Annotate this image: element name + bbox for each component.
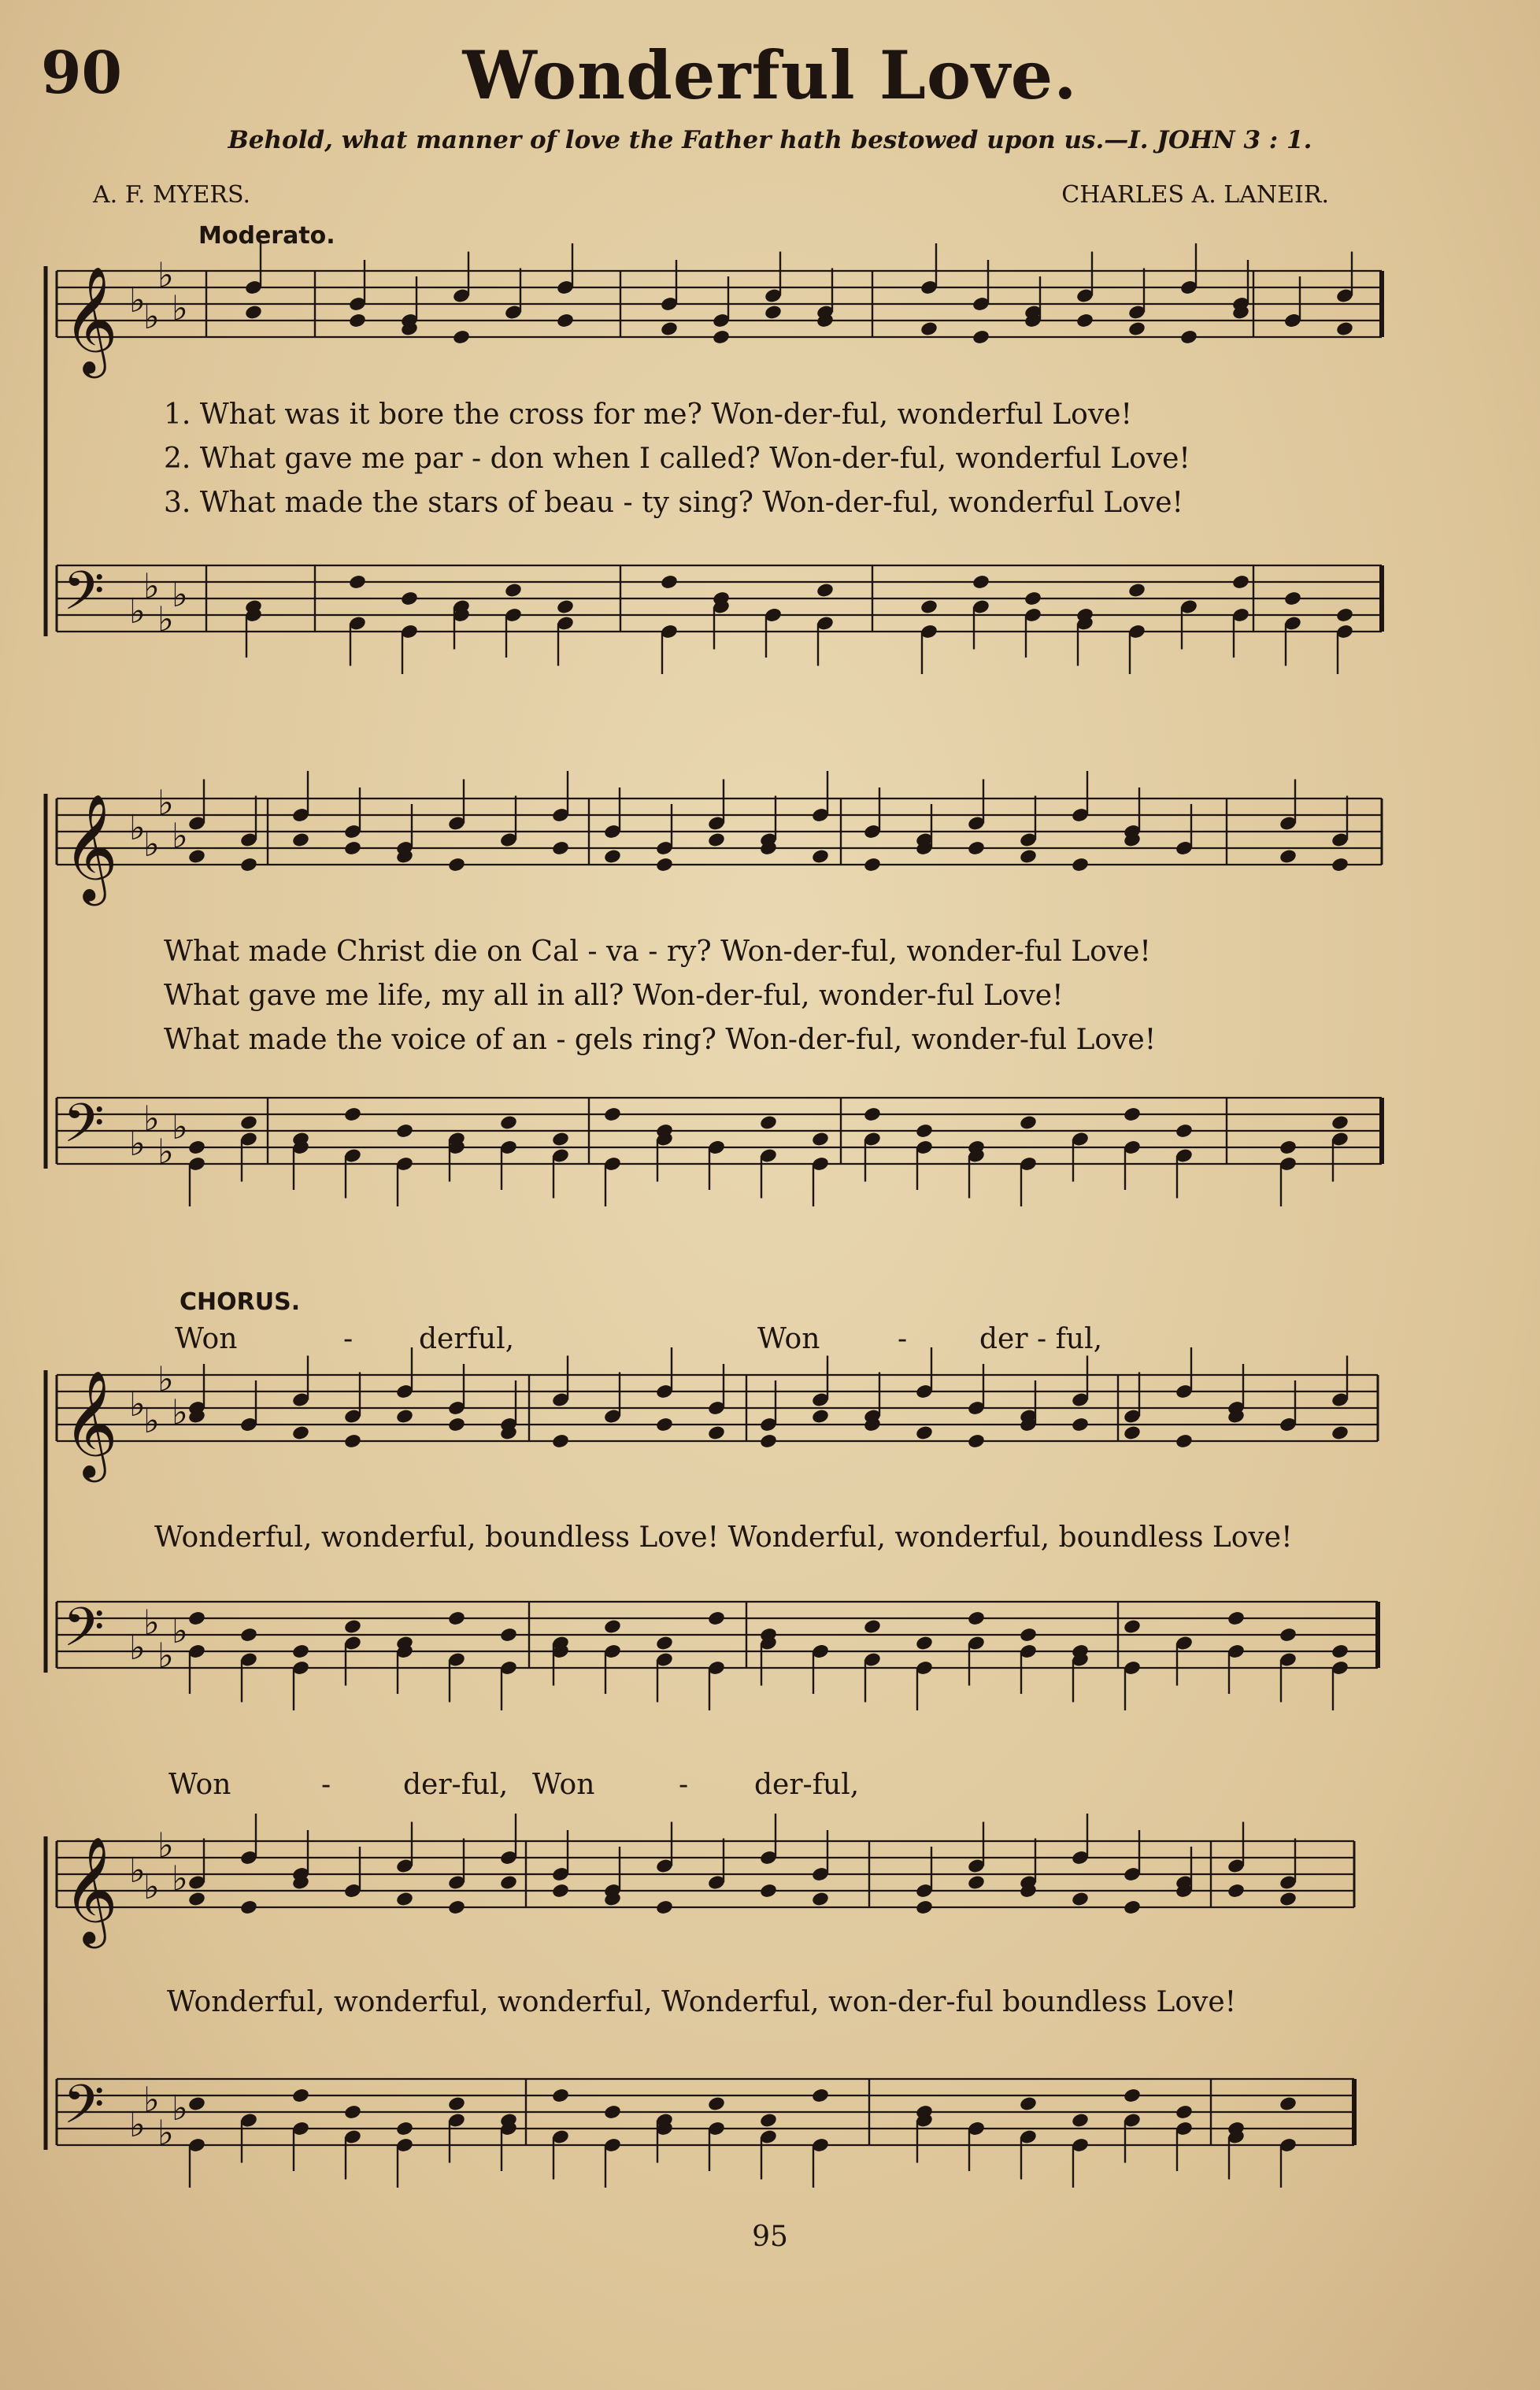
notehead	[452, 329, 471, 346]
composer-credit: CHARLES A. LANEIR.	[1061, 181, 1329, 209]
notehead	[759, 1114, 778, 1131]
lyricist-credit: A. F. MYERS.	[93, 181, 250, 209]
flat-sign: ♭	[157, 1359, 174, 1400]
bass-clef: 𝄢	[63, 1597, 105, 1672]
flat-sign: ♭	[129, 280, 146, 321]
chorus-upper-word: -	[679, 1769, 689, 1801]
notehead	[1279, 848, 1298, 865]
notehead	[1283, 591, 1302, 607]
notehead	[707, 1425, 726, 1441]
tempo-marking: Moderato.	[198, 222, 335, 250]
notehead	[863, 857, 882, 873]
notehead	[1231, 574, 1250, 591]
notehead	[707, 832, 726, 848]
notehead	[187, 2095, 206, 2112]
notehead	[655, 1899, 674, 1916]
notehead	[972, 574, 990, 591]
notehead	[920, 321, 938, 337]
notehead	[1335, 321, 1354, 337]
notehead	[239, 1899, 258, 1916]
notehead	[447, 1610, 466, 1627]
chorus-upper-word: Won	[757, 1323, 820, 1355]
notehead	[447, 857, 466, 873]
notehead	[1279, 1891, 1298, 1907]
notehead	[603, 2104, 622, 2121]
notehead	[395, 1891, 414, 1907]
verse-2-line-1: 2. What gave me par - don when I called? Won-der-ful, wonderful Love!	[164, 443, 1190, 475]
flat-sign: ♭	[143, 1401, 160, 1441]
notehead	[660, 574, 679, 591]
flat-sign: ♭	[143, 2080, 160, 2121]
notehead	[811, 1891, 830, 1907]
notehead	[551, 1131, 570, 1147]
notehead	[348, 313, 367, 329]
chorus-upper-word: Won	[532, 1769, 595, 1801]
verse-2-line-2: What gave me life, my all in all? Won-der-ful, wonder-ful Love!	[164, 980, 1064, 1012]
notehead	[499, 1114, 518, 1131]
flat-sign: ♭	[143, 1867, 160, 1907]
notehead	[1019, 848, 1038, 865]
notehead	[447, 1417, 466, 1433]
chorus-upper-word: -	[343, 1323, 354, 1355]
flat-sign: ♭	[143, 824, 160, 865]
flat-sign: ♭	[172, 1611, 188, 1651]
flat-sign: ♭	[172, 1107, 188, 1147]
flat-sign: ♭	[157, 2113, 174, 2154]
notehead	[1071, 857, 1090, 873]
chorus-upper-word: -	[321, 1769, 331, 1801]
flat-sign: ♭	[129, 1384, 146, 1425]
notehead	[1331, 1114, 1349, 1131]
notehead	[187, 1891, 206, 1907]
notehead	[1019, 1627, 1038, 1643]
notehead	[1019, 2095, 1038, 2112]
notehead	[655, 1417, 674, 1433]
notehead	[343, 2104, 362, 2121]
flat-sign: ♭	[172, 288, 188, 329]
notehead	[291, 1643, 310, 1660]
notehead	[707, 1610, 726, 1627]
treble-clef: 𝄞	[63, 265, 118, 373]
notehead	[447, 1899, 466, 1916]
flat-sign: ♭	[157, 783, 174, 824]
notehead	[1071, 2112, 1090, 2129]
chorus-upper-word: der-ful,	[754, 1769, 860, 1801]
notehead	[1127, 321, 1146, 337]
notehead	[343, 1106, 362, 1123]
notehead	[1123, 1618, 1142, 1635]
notehead	[1123, 1106, 1142, 1123]
notehead	[343, 1433, 362, 1450]
notehead	[556, 313, 575, 329]
notehead	[915, 1123, 934, 1139]
flat-sign: ♭	[157, 599, 174, 640]
flat-sign: ♭	[172, 2088, 188, 2129]
notehead	[915, 1899, 934, 1916]
notehead	[1335, 607, 1354, 624]
bass-clef: 𝄢	[63, 561, 105, 635]
notehead	[811, 848, 830, 865]
notehead	[863, 1618, 882, 1635]
notehead	[504, 582, 523, 598]
notehead	[816, 582, 835, 598]
notehead	[343, 1618, 362, 1635]
scripture-epigraph: Behold, what manner of love the Father hath bestowed upon us.—I. JOHN 3 : 1.	[228, 126, 1312, 154]
notehead	[863, 1106, 882, 1123]
notehead	[1123, 1425, 1142, 1441]
notehead	[967, 840, 986, 857]
notehead	[343, 840, 362, 857]
flat-sign: ♭	[129, 808, 146, 848]
notehead	[1123, 2088, 1142, 2104]
bass-clef: 𝄢	[63, 2074, 105, 2149]
notehead	[239, 1114, 258, 1131]
notehead	[1123, 1899, 1142, 1916]
notehead	[1175, 1123, 1194, 1139]
notehead	[1279, 2095, 1298, 2112]
flat-sign: ♭	[157, 1132, 174, 1173]
notehead	[1331, 1643, 1349, 1660]
notehead	[655, 1635, 674, 1651]
notehead	[551, 840, 570, 857]
notehead	[1279, 1139, 1298, 1156]
chorus-lower-line-2: Wonderful, wonderful, wonderful, Wonderful, won-der-ful boundless Love!	[167, 1986, 1237, 2018]
notehead	[239, 1627, 258, 1643]
flat-sign: ♭	[157, 1825, 174, 1866]
chorus-upper-word: Won	[168, 1769, 231, 1801]
notehead	[915, 1635, 934, 1651]
notehead	[967, 1610, 986, 1627]
chorus-lower-line-1: Wonderful, wonderful, boundless Love! Wonderful, wonderful, boundless Love!	[154, 1521, 1293, 1554]
flat-sign: ♭	[143, 297, 160, 337]
notehead	[291, 832, 310, 848]
flat-sign: ♭	[172, 1392, 188, 1433]
notehead	[1071, 1891, 1090, 1907]
flat-sign: ♭	[157, 255, 174, 296]
notehead	[1175, 1433, 1194, 1450]
notehead	[915, 1425, 934, 1441]
notehead	[603, 1106, 622, 1123]
notehead	[395, 1123, 414, 1139]
notehead	[1075, 313, 1094, 329]
treble-clef: 𝄞	[63, 1835, 118, 1943]
notehead	[655, 857, 674, 873]
notehead	[1175, 2104, 1194, 2121]
chorus-upper-word: Won	[175, 1323, 238, 1355]
notehead	[1071, 1417, 1090, 1433]
notehead	[1227, 1610, 1246, 1627]
notehead	[291, 1425, 310, 1441]
verse-1-line-1: 1. What was it bore the cross for me? Won-der-ful, wonderful Love!	[164, 398, 1132, 431]
notehead	[1024, 591, 1042, 607]
notehead	[603, 1618, 622, 1635]
notehead	[499, 1627, 518, 1643]
flat-sign: ♭	[172, 1858, 188, 1899]
chorus-upper-word: -	[898, 1323, 908, 1355]
notehead	[712, 329, 731, 346]
notehead	[1331, 1425, 1349, 1441]
notehead	[395, 1408, 414, 1425]
bass-clef: 𝄢	[63, 1093, 105, 1168]
notehead	[239, 857, 258, 873]
treble-clef: 𝄞	[63, 1369, 118, 1477]
flat-sign: ♭	[129, 1124, 146, 1164]
chorus-upper-word: der-ful,	[403, 1769, 509, 1801]
verse-3-line-1: 3. What made the stars of beau - ty sing? Won-der-ful, wonderful Love!	[164, 487, 1183, 519]
notehead	[1127, 582, 1146, 598]
notehead	[811, 1131, 830, 1147]
notehead	[967, 1874, 986, 1891]
notehead	[811, 2088, 830, 2104]
flat-sign: ♭	[172, 816, 188, 857]
flat-sign: ♭	[143, 566, 160, 607]
hymn-number: 90	[41, 39, 122, 107]
notehead	[551, 1883, 570, 1899]
notehead	[291, 2088, 310, 2104]
flat-sign: ♭	[172, 575, 188, 615]
notehead	[551, 2088, 570, 2104]
notehead	[972, 329, 990, 346]
notehead	[395, 2121, 414, 2137]
chorus-label: CHORUS.	[180, 1288, 301, 1316]
verse-3-line-2: What made the voice of an - gels ring? Won-der-ful, wonder-ful Love!	[164, 1024, 1157, 1056]
flat-sign: ♭	[129, 1628, 146, 1668]
notehead	[400, 591, 419, 607]
notehead	[603, 848, 622, 865]
chorus-upper-word: derful,	[419, 1323, 515, 1355]
notehead	[447, 2095, 466, 2112]
notehead	[707, 2095, 726, 2112]
notehead	[811, 1408, 830, 1425]
flat-sign: ♭	[157, 1636, 174, 1677]
notehead	[348, 574, 367, 591]
notehead	[759, 1883, 778, 1899]
treble-clef: 𝄞	[63, 792, 118, 901]
flat-sign: ♭	[129, 2105, 146, 2145]
notehead	[759, 1433, 778, 1450]
hymn-title: Wonderful Love.	[462, 36, 1078, 114]
chorus-upper-word: der - ful,	[979, 1323, 1103, 1355]
notehead	[660, 321, 679, 337]
page-number: 95	[752, 2221, 788, 2253]
notehead	[556, 598, 575, 615]
notehead	[920, 598, 938, 615]
notehead	[1179, 329, 1198, 346]
notehead	[759, 2112, 778, 2129]
notehead	[967, 1433, 986, 1450]
verse-1-line-2: What made Christ die on Cal - va - ry? Won-der-ful, wonder-ful Love!	[164, 936, 1151, 968]
notehead	[1227, 1883, 1246, 1899]
flat-sign: ♭	[129, 591, 146, 632]
notehead	[187, 1139, 206, 1156]
flat-sign: ♭	[143, 1099, 160, 1139]
notehead	[187, 848, 206, 865]
notehead	[764, 304, 783, 321]
notehead	[1279, 1627, 1298, 1643]
notehead	[1019, 1114, 1038, 1131]
notehead	[187, 1610, 206, 1627]
notehead	[499, 1874, 518, 1891]
notehead	[551, 1433, 570, 1450]
notehead	[244, 304, 263, 321]
flat-sign: ♭	[143, 1603, 160, 1643]
notehead	[1331, 857, 1349, 873]
flat-sign: ♭	[129, 1851, 146, 1891]
